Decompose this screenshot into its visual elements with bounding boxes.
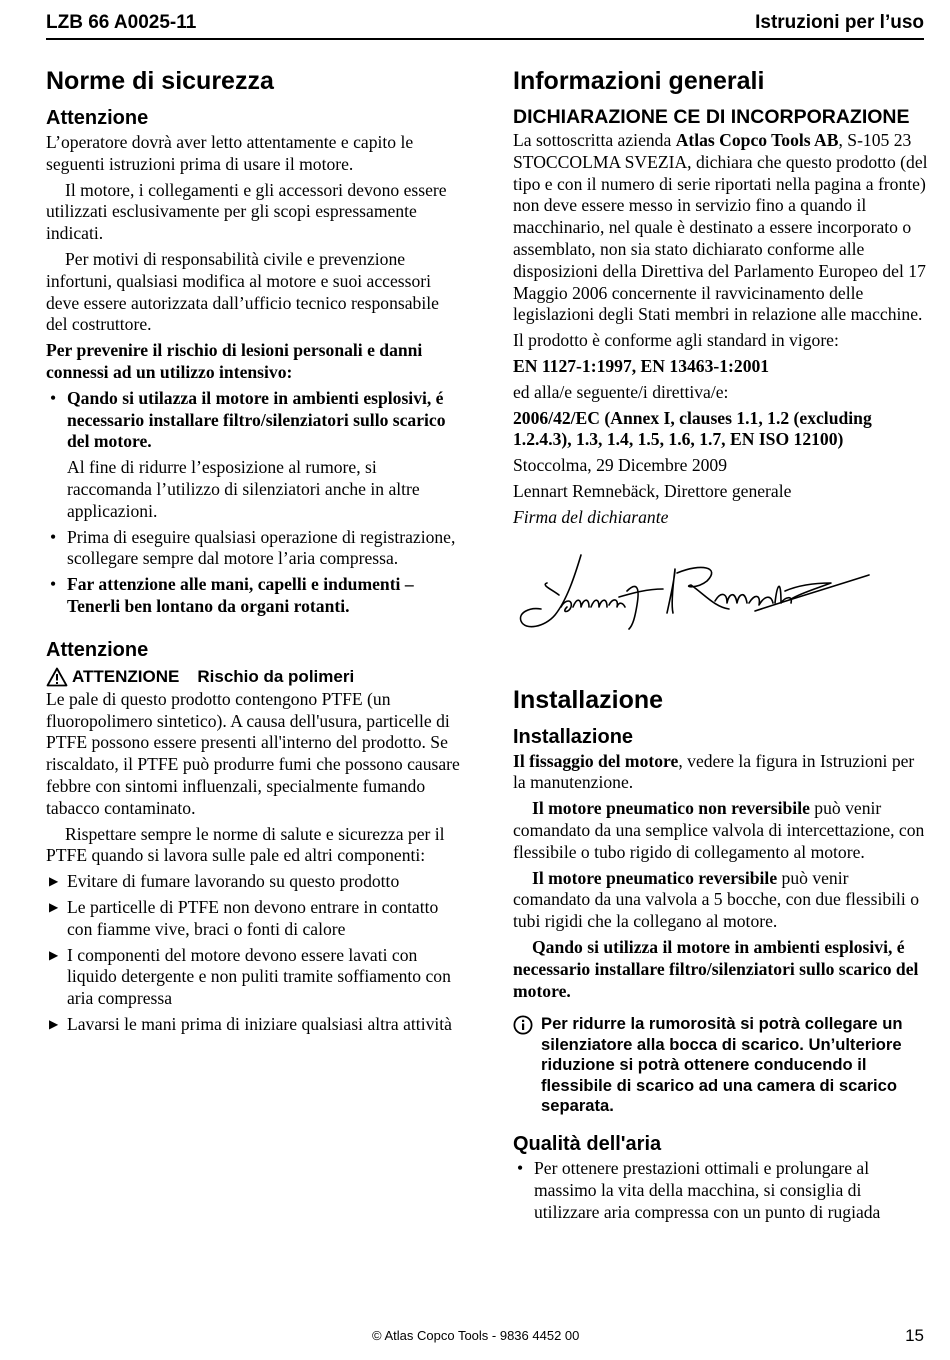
directive: 2006/42/EC (Annex I, clauses 1.1, 1.2 (excluding 1.2.4.3), 1.3, 1.4, 1.5, 1.6, 1.7, EN ISO 12100) <box>513 407 872 450</box>
doc-code: LZB 66 A0025-11 <box>46 12 197 33</box>
paragraph: L’operatore dovrà aver letto attentamente e capito le seguenti istruzioni prima di usare il motore. <box>46 132 414 174</box>
text-run: può venir comandato da una semplice valvola di intercettazione, con flessibile o tubo rigido di collegamento al motore. <box>513 798 925 862</box>
doc-title: Istruzioni per l’uso <box>755 12 924 33</box>
safety-bullet-list <box>46 527 464 618</box>
air-quality-list <box>513 1158 928 1223</box>
section-title-installation: Installazione <box>513 685 664 714</box>
ptfe-list <box>46 871 464 1036</box>
paragraph: Al fine di ridurre l’esposizione al rumore, si raccomanda l’utilizzo di silenziatori anche in altre applicazioni. <box>67 457 420 521</box>
left-column <box>46 64 464 1040</box>
list-item-text: Lavarsi le mani prima di iniziare qualsiasi altra attività <box>67 1013 452 1034</box>
section-title-safety: Norme di sicurezza <box>46 67 274 95</box>
text-run: può venir comandato da una valvola a 5 bocche, con due flessibili o tubi rigidi che la collegano al motore. <box>513 867 919 932</box>
paragraph: Per motivi di responsabilità civile e prevenzione infortuni, qualsiasi modifica al motore e suoi accessori deve essere autorizzata dall’ufficio tecnico responsabile del costruttore. <box>46 248 439 335</box>
text-run: La sottoscritta azienda <box>513 130 676 150</box>
heading-attenzione-2: Attenzione <box>46 638 149 661</box>
bullet-icon: • <box>50 574 57 595</box>
list-item-text: Qando si utilazza il motore in ambienti esplosivi, é necessario installare filtro/silenziatori sullo scarico del motore. <box>67 387 446 452</box>
heading-attenzione-1: Attenzione <box>46 107 149 129</box>
place-date: Stoccolma, 29 Dicembre 2009 <box>513 455 728 476</box>
bullet-icon: • <box>50 387 57 408</box>
heading-installazione: Installazione <box>513 725 634 748</box>
company-name: Atlas Copco Tools AB <box>675 130 839 150</box>
list-item-text: Prima di eseguire qualsiasi operazione di registrazione, scollegare sempre dal motore l’aria compressa. <box>67 526 456 569</box>
paragraph <box>513 798 928 863</box>
list-item-text: Far attenzione alle mani, capelli e indumenti – Tenerli ben lontano da organi rotanti. <box>67 574 414 616</box>
page-number: 15 <box>905 1326 924 1345</box>
text-run: , vedere la figura in Istruzioni per la manutenzione. <box>513 750 915 793</box>
signatory: Lennart Remnebäck, Direttore generale <box>513 480 792 501</box>
text-run-bold: Il motore pneumatico non reversibile <box>532 798 810 819</box>
handwritten-signature <box>515 545 875 637</box>
paragraph: Qando si utilizza il motore in ambienti esplosivi, é necessario installare filtro/silenziatori sullo scarico del motore. <box>513 936 919 1001</box>
paragraph: Il prodotto è conforme agli standard in vigore: <box>513 330 839 351</box>
triangle-bullet-icon: ▶ <box>49 947 59 962</box>
bullet-icon: • <box>517 1158 524 1179</box>
heading-air-quality: Qualità dell'aria <box>513 1133 662 1156</box>
bullet-icon: • <box>50 526 57 547</box>
text-run-bold: Il fissaggio del motore <box>513 750 679 771</box>
list-item-text: Per ottenere prestazioni ottimali e prolungare al massimo la vita della macchina, si consiglia di utilizzare aria compressa con un punto di rugiada <box>534 1158 881 1222</box>
warning-title: Rischio da polimeri <box>197 666 355 686</box>
bold-intro: Per prevenire il rischio di lesioni personali e danni connessi ad un utilizzo intensivo: <box>46 340 423 382</box>
list-item <box>46 871 464 893</box>
list-item <box>46 574 464 618</box>
list-item-text: Le particelle di PTFE non devono entrare in contatto con fiamme vive, braci o fonti di calore <box>67 896 439 939</box>
paragraph: Le pale di questo prodotto contengono PTFE (un fluoropolimero sintetico). A causa dell'usura, particelle di PTFE possono essere presenti all'interno del prodotto. Se riscaldato, il PTFE può produrre fumi che possono causare febbre con sintomi influenzali, specialmente fumando tabacco contaminato. <box>46 688 460 818</box>
standards: EN 1127-1:1997, EN 13463-1:2001 <box>513 355 770 376</box>
safety-bullet-list <box>46 388 464 453</box>
triangle-bullet-icon: ▶ <box>49 899 59 914</box>
warning-line <box>46 666 464 688</box>
info-icon <box>513 1014 541 1116</box>
footer-copyright: © Atlas Copco Tools - 9836 4452 00 <box>372 1328 580 1343</box>
text-run: , S-105 23 STOCCOLMA SVEZIA, dichiara che questo prodotto (del tipo e con il numero di serie riportati nella pagina a fronte) non deve essere messo in servizio fino a quando il macchinario, nel quale è destinato a essere incorporato o assemblato, non sia stato dichiarato conforme alle disposizioni della Direttiva del Parlamento Europeo del 17 Maggio 2006 concernente il ravvicinamento delle legislazioni degli Stati membri in relazione alle macchine. <box>513 130 928 325</box>
paragraph <box>513 751 928 795</box>
warning-triangle-icon <box>46 667 68 687</box>
list-item <box>46 527 464 571</box>
text-run-bold: Il motore pneumatico reversibile <box>532 867 778 888</box>
warning-label: ATTENZIONE <box>72 666 180 686</box>
list-item <box>46 388 464 453</box>
list-item <box>46 945 464 1010</box>
note-text: Per ridurre la rumorosità si potrà collegare un silenziatore alla bocca di scarico. Un’ulteriore riduzione si potrà ottenere conducendo il flessibile di scarico ad una camera di scarico separata. <box>541 1014 903 1115</box>
list-item-text: I componenti del motore devono essere lavati con liquido detergente e non puliti tramite soffiamento con aria compressa <box>67 944 451 1009</box>
declaration-heading: DICHIARAZIONE CE DI INCORPORAZIONE <box>513 106 910 128</box>
list-item <box>513 1158 928 1223</box>
triangle-bullet-icon: ▶ <box>49 1016 59 1031</box>
info-note <box>513 1014 928 1116</box>
paragraph: ed alla/e seguente/i direttiva/e: <box>513 381 729 402</box>
paragraph <box>513 868 928 933</box>
triangle-bullet-icon: ▶ <box>49 874 59 889</box>
list-item-text: Evitare di fumare lavorando su questo prodotto <box>67 871 400 892</box>
right-column <box>513 64 928 1228</box>
section-title-general: Informazioni generali <box>513 67 765 95</box>
paragraph: Il motore, i collegamenti e gli accessori devono essere utilizzati esclusivamente per gli scopi espressamente indicati. <box>46 179 447 244</box>
list-item <box>46 1014 464 1036</box>
page-header <box>46 10 924 40</box>
declaration-paragraph <box>513 130 928 326</box>
paragraph: Rispettare sempre le norme di salute e sicurezza per il PTFE quando si lavora sulle pale ed altri componenti: <box>46 823 445 866</box>
signature-caption: Firma del dichiarante <box>513 506 669 527</box>
list-item <box>46 897 464 941</box>
